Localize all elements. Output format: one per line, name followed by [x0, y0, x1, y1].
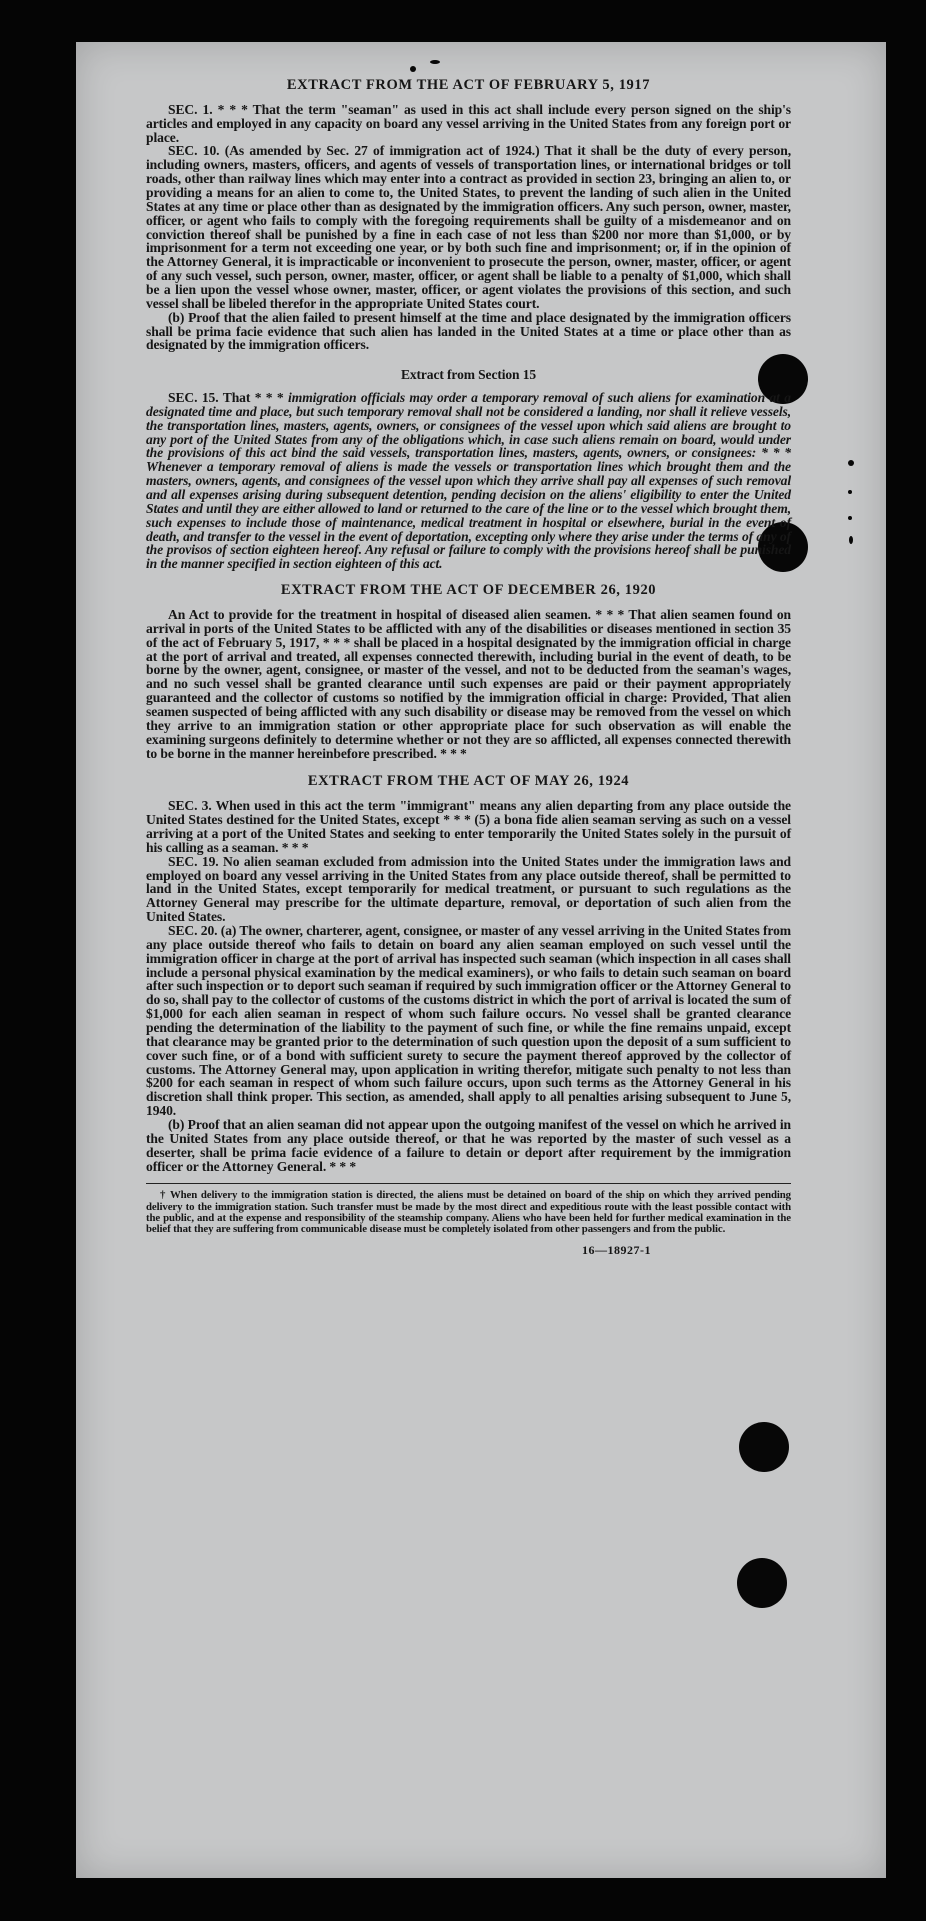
ink-speck [430, 60, 440, 64]
heading-act-1917: EXTRACT FROM THE ACT OF FEBRUARY 5, 1917 [286, 77, 651, 93]
margin-speck [848, 490, 852, 494]
punch-hole-4 [737, 1558, 787, 1608]
footnote: † When delivery to the immigration station is directed, the aliens must be detained on board of the ship on which they arrived pending delivery to the immigration station. Such transfer must be made by the most direct and expeditious route with the least possible contact with the public, and at the expense and responsibility of the steamship company. Aliens who have been held for further medical examination in the belief that they are suffering from communicable disease must be completely isolated from other passengers and from the public. [146, 1183, 791, 1235]
ink-speck [410, 66, 416, 72]
document-body [146, 78, 791, 1256]
punch-hole-3 [739, 1422, 789, 1472]
heading-section-15: Extract from Section 15 [400, 367, 537, 383]
section-15-lead: SEC. 15. That * * * [168, 390, 284, 406]
heading-act-1920: EXTRACT FROM THE ACT OF DECEMBER 26, 1920 [280, 582, 657, 599]
section-15-text: immigration officials may order a temporary removal of such aliens for examination at a designated time and place, but such temporary removal shall not be considered a landing, nor shall it relieve vessels, the transportation lines, masters, agents, owners, or consignees of the vessel upon which said aliens are brought to any port of the United States from any of the obligations which, in case such aliens remain on board, would under the provisions of this act bind the said vessels, transportation lines, masters, agents, owners, or consignees: * * * Whenever a temporary removal of aliens is made the vessels or transportation lines which brought them and the masters, owners, agents, and consignees of the vessel upon which they arrive shall pay all expenses of such removal and all expenses arising during subsequent detention, pending decision on the aliens' eligibility to enter the United States and until they are either allowed to land or returned to the care of the line or to the vessel which brought them, such expenses to include those of maintenance, medical treatment in hospital or elsewhere, burial in the event of death, and transfer to the vessel in the event of deportation, excepting only where they arise under the terms of any of the provisos of section eighteen hereof. Any refusal or failure to comply with the provisions hereof shall be punished in the manner specified in section eighteen of this act. [146, 390, 791, 572]
margin-speck [848, 516, 852, 520]
section-3-paragraph: SEC. 3. When used in this act the term "immigrant" means any alien departing from any place outside the United States destined for the United States, except * * * (5) a bona fide alien seaman serving as such on a vessel arriving at a port of the United States and seeking to enter temporarily the United States solely in the pursuit of his calling as a seaman. * * * [146, 798, 791, 855]
section-19-paragraph: SEC. 19. No alien seaman excluded from admission into the United States under the immigration laws and employed on board any vessel arriving in the United States from any place outside thereof, shall be permitted to land in the United States, except temporarily for medical treatment, or pursuant to such regulations as the Attorney General may prescribe for the ultimate departure, removal, or deportation of such alien from the United States. [146, 853, 791, 925]
print-code: 16—18927-1 [582, 1242, 651, 1257]
section-15-paragraph [146, 391, 791, 571]
section-20a-paragraph: SEC. 20. (a) The owner, charterer, agent, consignee, or master of any vessel arriving in the United States from any place outside thereof who fails to detain on board any alien seaman employed on such vessel until the immigration officer in charge at the port of arrival has inspected such seaman (which inspection in all cases shall include a personal physical examination by the medical examiners), or who fails to detain such seaman on board after such inspection or to deport such seaman if required by such immigration officer or the Attorney General to do so, shall pay to the collector of customs of the customs district in which the port of arrival is located the sum of $1,000 for each alien seaman in respect of whom such failure occurs. No vessel shall be granted clearance pending the determination of the liability to the payment of such fine, or while the fine remains unpaid, except that clearance may be granted prior to the determination of such question upon the deposit of a sum sufficient to cover such fine, or of a bond with sufficient surety to secure the payment thereof approved by the collector of customs. The Attorney General may, upon application in writing therefor, mitigate such penalty to not less than $200 for each seaman in respect of whom such failure occurs, upon such terms as the Attorney General in his discretion shall think proper. This section, as amended, shall apply to all penalties arising subsequent to June 5, 1940. [146, 922, 791, 1119]
section-10-paragraph: SEC. 10. (As amended by Sec. 27 of immigration act of 1924.) That it shall be the duty of every person, including owners, masters, officers, and agents of vessels of transportation lines, or international bridges or toll roads, other than railway lines which may enter into a contract as provided in section 23, bringing an alien to, or providing a means for an alien to come to, the United States, to prevent the landing of such alien in the United States at any time or place other than as designated by the immigration officers. Any such person, owner, master, officer, or agent who fails to comply with the foregoing requirements shall be guilty of a misdemeanor and on conviction thereof shall be punished by a fine in each case of not less than $200 nor more than $1,000, or by imprisonment for a term not exceeding one year, or by both such fine and imprisonment; or, if in the opinion of the Attorney General, it is impracticable or inconvenient to prosecute the person, owner, master, officer, or agent of any such vessel, such person, owner, master, officer, or agent shall be liable to a penalty of $1,000, which shall be a lien upon the vessel whose owner, master, officer, or agent violates the provisions of this section, and such vessel shall be libeled therefor in the appropriate United States court. [146, 143, 791, 311]
margin-speck [849, 536, 853, 544]
act-1920-paragraph: An Act to provide for the treatment in hospital of diseased alien seamen. * * * That alien seamen found on arrival in ports of the United States to be afflicted with any of the disabilities or diseases mentioned in section 35 of the act of February 5, 1917, * * * shall be placed in a hospital designated by the immigration official in charge at the port of arrival and treated, all expenses connected therewith, including burial in the event of death, to be borne by the owner, agent, consignee, or master of the vessel, and not to be deducted from the seaman's wages, and no such vessel shall be granted clearance until such expenses are paid or their payment appropriately guaranteed and the collector of customs so notified by the immigration official in charge: Provided, That alien seamen suspected of being afflicted with any such disability or disease may be removed from the vessel on which they arrive to an immigration station or other appropriate place for such observation as will enable the examining surgeons definitely to determine whether or not they are so afflicted, all expenses connected therewith to be borne in the manner hereinbefore prescribed. * * * [146, 606, 791, 761]
heading-act-1924: EXTRACT FROM THE ACT OF MAY 26, 1924 [307, 773, 630, 790]
margin-speck [848, 460, 854, 466]
section-10b-paragraph: (b) Proof that the alien failed to present himself at the time and place designated by the immigration officers shall be prima facie evidence that such alien has landed in the United States at a time or place other than as designated by the immigration officers. [146, 309, 791, 353]
document-page [76, 42, 886, 1878]
section-20b-paragraph: (b) Proof that an alien seaman did not appear upon the outgoing manifest of the vessel on which he arrived in the United States from any place outside thereof, or that he was reported by the master of such vessel as a deserter, shall be prima facie evidence of a failure to detain or deport after requirement by the immigration officer or the Attorney General. * * * [146, 1116, 791, 1174]
section-1-paragraph: SEC. 1. * * * That the term "seaman" as used in this act shall include every person signed on the ship's articles and employed in any capacity on board any vessel arriving in the United States from any foreign port or place. [146, 101, 791, 145]
